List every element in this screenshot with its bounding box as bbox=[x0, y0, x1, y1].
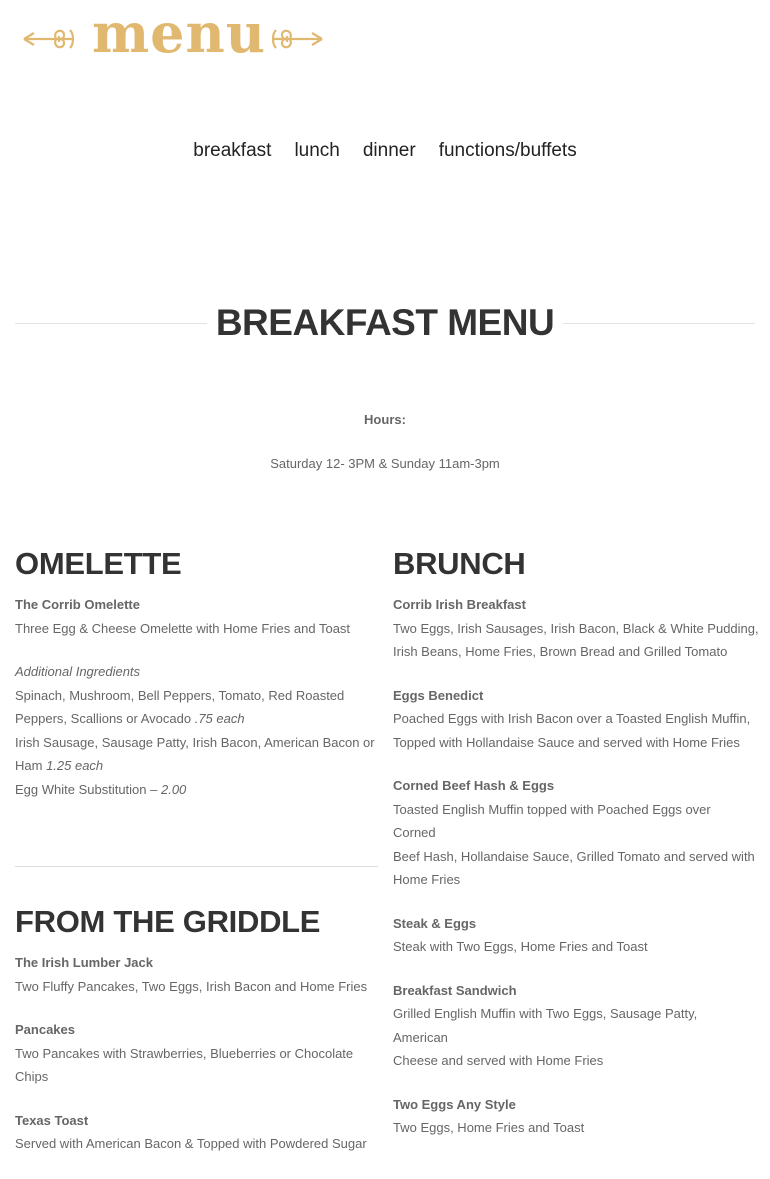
hours-label: Hours: bbox=[364, 412, 406, 427]
extra-ingredient-text: Egg White Substitution – bbox=[15, 781, 161, 797]
nav-link-breakfast[interactable]: breakfast bbox=[193, 140, 272, 161]
additional-ingredients-label: Additional Ingredients bbox=[15, 664, 141, 679]
extra-ingredient-line bbox=[15, 684, 380, 731]
item-description: Toasted English Muffin topped with Poached Eggs over Corned bbox=[393, 801, 711, 840]
item-name: Texas Toast bbox=[15, 1112, 89, 1128]
item-name: Corned Beef Hash & Eggs bbox=[393, 778, 555, 793]
title-divider-right bbox=[563, 323, 755, 324]
nav-link-lunch[interactable]: lunch bbox=[294, 140, 340, 161]
item-description: Served with American Bacon & Topped with Powdered Sugar bbox=[15, 1136, 367, 1151]
item-name: Steak & Eggs bbox=[393, 915, 477, 931]
item-description: Two Pancakes with Strawberries, Blueberries or Chocolate Chips bbox=[15, 1045, 354, 1084]
extra-ingredient-text: Irish Sausage, Sausage Patty, Irish Bacon, American Bacon or Ham bbox=[15, 734, 375, 773]
item-description: Cheese and served with Home Fries bbox=[393, 1053, 604, 1068]
menu-logo[interactable] bbox=[22, 1, 324, 70]
item-name: Two Eggs Any Style bbox=[393, 1096, 516, 1112]
section-heading-brunch: BRUNCH bbox=[393, 546, 526, 581]
flourish-right-icon bbox=[262, 24, 324, 54]
nav-link-functions-buffets[interactable]: functions/buffets bbox=[438, 140, 577, 161]
omelette-section bbox=[15, 546, 380, 801]
menu-nav bbox=[0, 140, 770, 162]
nav-link-dinner[interactable]: dinner bbox=[362, 140, 416, 161]
extra-ingredient-line bbox=[15, 731, 380, 778]
brunch-section bbox=[393, 546, 763, 1140]
extra-ingredient-line bbox=[15, 778, 380, 802]
item-description: Three Egg & Cheese Omelette with Home Fries and Toast bbox=[15, 620, 351, 636]
item-description: Two Eggs, Home Fries and Toast bbox=[393, 1120, 585, 1135]
extra-ingredient-text: Spinach, Mushroom, Bell Peppers, Tomato, Red Roasted Peppers, Scallions or Avocado bbox=[15, 687, 345, 726]
item-description: Beef Hash, Hollandaise Sauce, Grilled Tomato and served with Home Fries bbox=[393, 848, 755, 887]
extra-ingredient-price: 2.00 bbox=[160, 781, 187, 797]
item-name: Eggs Benedict bbox=[393, 687, 484, 703]
section-heading-omelette: OMELETTE bbox=[15, 546, 182, 581]
section-divider bbox=[15, 866, 378, 867]
extra-ingredient-price: 1.25 each bbox=[46, 758, 104, 773]
item-description: Steak with Two Eggs, Home Fries and Toast bbox=[393, 939, 648, 954]
griddle-section bbox=[15, 904, 380, 1156]
item-description: Two Fluffy Pancakes, Two Eggs, Irish Bacon and Home Fries bbox=[15, 978, 368, 994]
extra-ingredient-price: .75 each bbox=[194, 711, 245, 726]
hours-text: Saturday 12- 3PM & Sunday 11am-3pm bbox=[270, 456, 500, 471]
page-title-row bbox=[15, 300, 755, 346]
item-description: Grilled English Muffin with Two Eggs, Sausage Patty, American bbox=[393, 1006, 698, 1045]
section-heading-griddle: FROM THE GRIDDLE bbox=[15, 904, 321, 939]
item-name: Pancakes bbox=[15, 1022, 75, 1037]
logo-wordmark: menu bbox=[92, 1, 267, 65]
item-name: Corrib Irish Breakfast bbox=[393, 597, 526, 612]
item-description: Poached Eggs with Irish Bacon over a Toasted English Muffin, Topped with Hollandaise Sauce and served with Home Fries bbox=[393, 711, 751, 750]
item-name: Breakfast Sandwich bbox=[393, 982, 517, 998]
item-name: The Irish Lumber Jack bbox=[15, 955, 153, 970]
page-title: BREAKFAST MENU bbox=[215, 302, 555, 343]
item-description: Two Eggs, Irish Sausages, Irish Bacon, Black & White Pudding, Irish Beans, Home Fries, Brown Bread and Grilled Tomato bbox=[393, 620, 759, 659]
flourish-left-icon bbox=[22, 24, 84, 54]
item-name: The Corrib Omelette bbox=[15, 597, 140, 612]
